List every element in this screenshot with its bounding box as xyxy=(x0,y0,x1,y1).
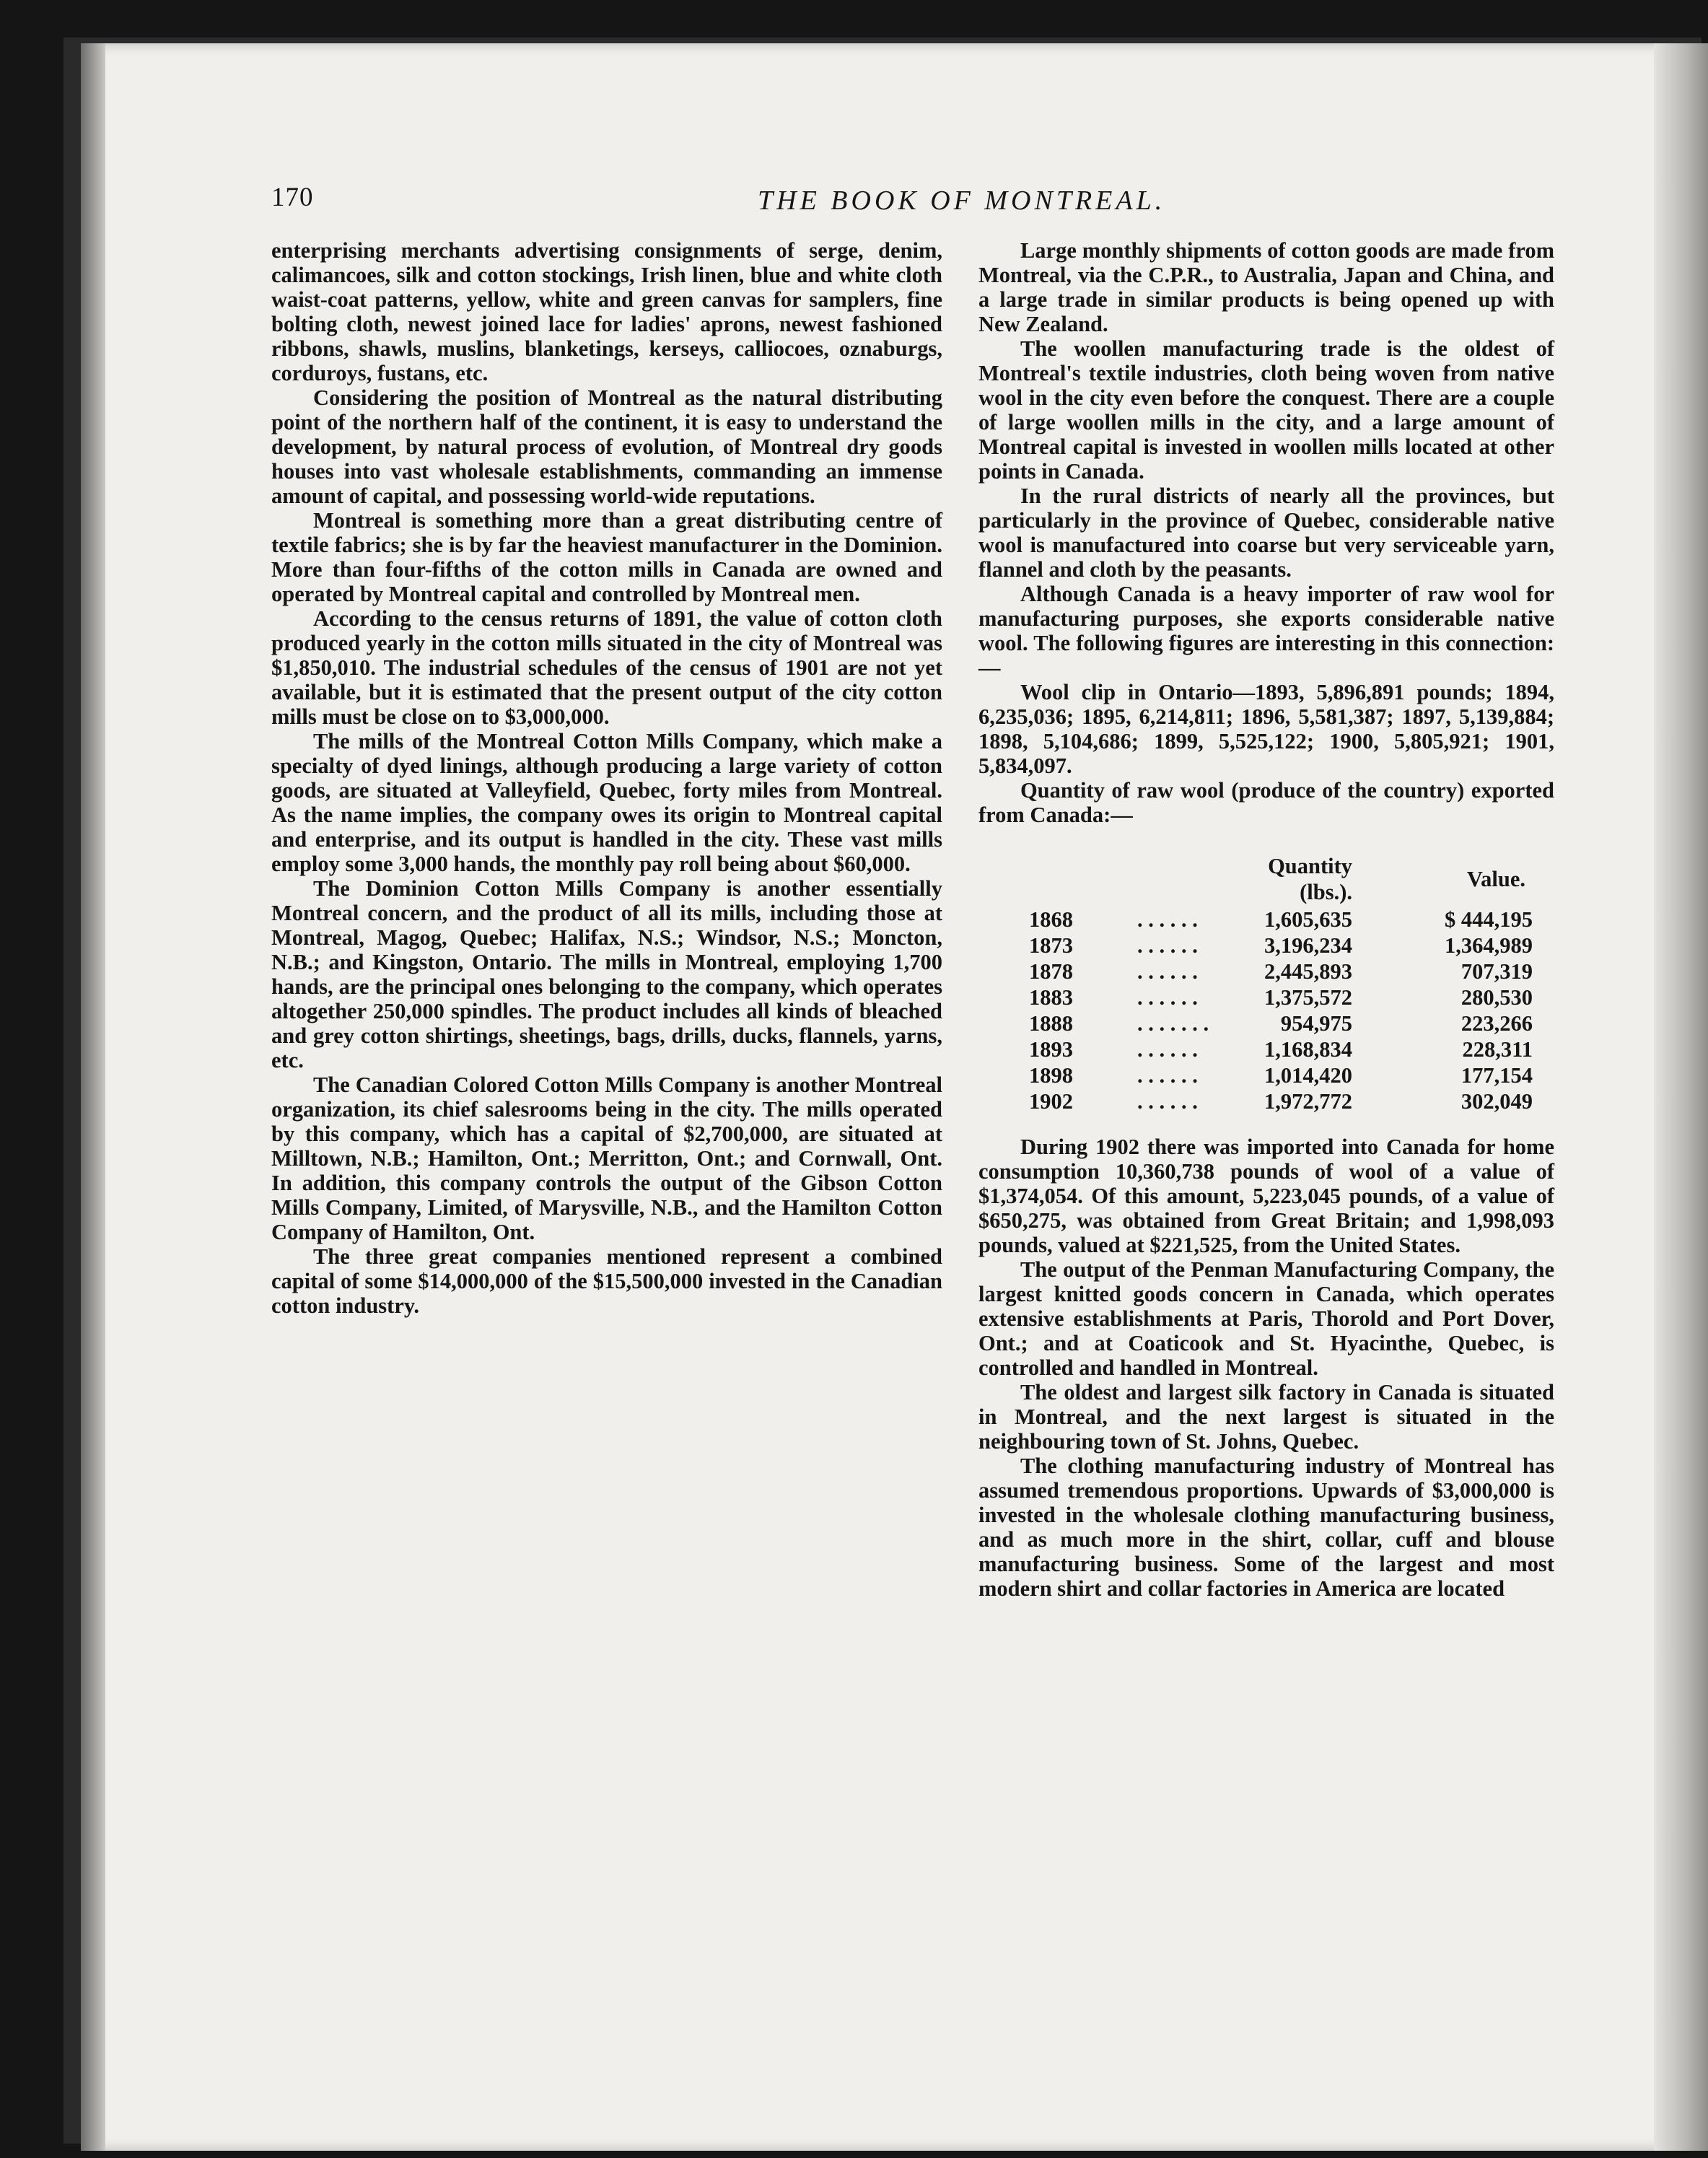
year-header xyxy=(978,853,1137,907)
dots-header xyxy=(1137,853,1222,907)
table-row xyxy=(978,907,1554,932)
paragraph: According to the census returns of 1891, the value of cotton cloth produced yearly in the cotton mills situated in the city of Montreal was $1,850,010. The industrial schedules of the census of 1901 are not yet available, but it is estimated that the present output of the city cotton mills must be close on to $3,000,000. xyxy=(271,606,942,729)
value-cell: 707,319 xyxy=(1460,959,1533,984)
value-cell: 228,311 xyxy=(1462,1037,1533,1062)
table-row xyxy=(978,1088,1554,1114)
value-cell: 1,364,989 xyxy=(1445,933,1533,958)
paragraph: Wool clip in Ontario—1893, 5,896,891 pounds; 1894, 6,235,036; 1895, 6,214,811; 1896, 5,581,387; 1897, 5,139,884; 1898, 5,104,686; 1899, 5,525,122; 1900, 5,805,921; 1901, 5,834,097. xyxy=(978,680,1554,778)
wool-export-table xyxy=(978,853,1554,1114)
year-cell: 1883 xyxy=(1029,985,1073,1010)
table-row xyxy=(978,1036,1554,1062)
value-cell: $ 444,195 xyxy=(1445,907,1533,932)
year-cell: 1878 xyxy=(1029,959,1073,984)
page-number: 170 xyxy=(271,183,314,212)
paragraph: enterprising merchants advertising consignments of serge, denim, calimancoes, silk and cotton stockings, Irish linen, blue and white cloth waist-coat patterns, yellow, white and green canvas for samplers, fine bolting cloth, newest joined lace for ladies' aprons, newest fashioned ribbons, shawls, muslins, blanketings, kerseys, calliocoes, oznaburgs, corduroys, fustans, etc. xyxy=(271,238,942,385)
page-binding-edge xyxy=(81,43,105,2151)
paragraph: During 1902 there was imported into Canada for home consumption 10,360,738 pounds of wool of a value of $1,374,054. Of this amount, 5,223,045 pounds, of a value of $650,275, was obtained from Great Britain; and 1,998,093 pounds, valued at $221,525, from the United States. xyxy=(978,1135,1554,1257)
table-header-row xyxy=(978,853,1554,907)
paragraph: The Canadian Colored Cotton Mills Company is another Montreal organization, its chief salesrooms being in the city. The mills operated by this company, which has a capital of $2,700,000, are situated at Milltown, N.B.; Hamilton, Ont.; Merritton, Ont.; and Cornwall, Ont. In addition, this company controls the output of the Gibson Cotton Mills Company, Limited, of Marysville, N.B., and the Hamilton Cotton Company of Hamilton, Ont. xyxy=(271,1073,942,1244)
year-cell: 1873 xyxy=(1029,933,1073,958)
quantity-cell: 1,014,420 xyxy=(1264,1063,1352,1088)
leader-dots: . . . . . . xyxy=(1137,985,1198,1010)
quantity-cell: 954,975 xyxy=(1280,1011,1352,1036)
quantity-cell: 3,196,234 xyxy=(1264,933,1352,958)
quantity-cell: 1,168,834 xyxy=(1264,1037,1352,1062)
quantity-cell: 1,375,572 xyxy=(1264,985,1352,1010)
table-row xyxy=(978,1010,1554,1036)
paragraph: The Dominion Cotton Mills Company is another essentially Montreal concern, and the product of all its mills, including those at Montreal, Magog, Quebec; Halifax, N.S.; Windsor, N.S.; Moncton, N.B.; and Kingston, Ontario. The mills in Montreal, employing 1,700 hands, are the principal ones belonging to the company, which operates altogether 250,000 spindles. The product includes all kinds of bleached and grey cotton shirtings, sheetings, bags, drills, ducks, flannels, yarns, etc. xyxy=(271,876,942,1073)
year-cell: 1893 xyxy=(1029,1037,1073,1062)
quantity-cell: 2,445,893 xyxy=(1264,959,1352,984)
paragraph: The clothing manufacturing industry of Montreal has assumed tremendous proportions. Upwards of $3,000,000 is invested in the wholesale clothing manufacturing business, and as much more in the shirt, collar, cuff and blouse manufacturing business. Some of the largest and most modern shirt and collar factories in America are located xyxy=(978,1454,1554,1601)
leader-dots: . . . . . . xyxy=(1137,1063,1198,1088)
year-cell: 1868 xyxy=(1029,907,1073,932)
value-cell: 280,530 xyxy=(1460,985,1533,1010)
value-cell: 177,154 xyxy=(1460,1063,1533,1088)
left-column xyxy=(271,238,942,1318)
paragraph: The mills of the Montreal Cotton Mills Company, which make a specialty of dyed linings, although producing a large variety of cotton goods, are situated at Valleyfield, Quebec, forty miles from Montreal. As the name implies, the company owes its origin to Montreal capital and enterprise, and its output is handled in the city. These vast mills employ some 3,000 hands, the monthly pay roll being about $60,000. xyxy=(271,729,942,876)
value-cell: 223,266 xyxy=(1460,1011,1533,1036)
leader-dots: . . . . . . xyxy=(1137,933,1198,958)
paragraph: Montreal is something more than a great distributing centre of textile fabrics; she is by far the heaviest manufacturer in the Dominion. More than four-fifths of the cotton mills in Canada are owned and operated by Montreal capital and controlled by Montreal men. xyxy=(271,508,942,606)
paragraph: The three great companies mentioned represent a combined capital of some $14,000,000 of the $15,500,000 invested in the Canadian cotton industry. xyxy=(271,1244,942,1318)
year-cell: 1902 xyxy=(1029,1089,1073,1114)
table-row xyxy=(978,1062,1554,1088)
paragraph: Quantity of raw wool (produce of the country) exported from Canada:— xyxy=(978,778,1554,827)
value-header: Value. xyxy=(1466,867,1525,891)
right-column xyxy=(978,238,1554,1601)
leader-dots: . . . . . . . xyxy=(1137,1011,1209,1036)
paragraph: Although Canada is a heavy importer of raw wool for manufacturing purposes, she exports considerable native wool. The following figures are interesting in this connection:— xyxy=(978,582,1554,680)
paragraph: In the rural districts of nearly all the provinces, but particularly in the province of Quebec, considerable native wool is manufactured into coarse but very serviceable yarn, flannel and cloth by the peasants. xyxy=(978,484,1554,582)
year-cell: 1888 xyxy=(1029,1011,1073,1036)
paragraph: The oldest and largest silk factory in Canada is situated in Montreal, and the next largest is situated in the neighbouring town of St. Johns, Quebec. xyxy=(978,1380,1554,1454)
leader-dots: . . . . . . xyxy=(1137,959,1198,984)
table-row xyxy=(978,958,1554,984)
leader-dots: . . . . . . xyxy=(1137,907,1198,932)
quantity-cell: 1,972,772 xyxy=(1264,1089,1352,1114)
paragraph: The woollen manufacturing trade is the oldest of Montreal's textile industries, cloth being woven from native wool in the city even before the conquest. There are a couple of large woollen mills in the city, and a large amount of Montreal capital is invested in woollen mills located at other points in Canada. xyxy=(978,336,1554,484)
value-cell: 302,049 xyxy=(1460,1089,1533,1114)
paragraph: The output of the Penman Manufacturing Company, the largest knitted goods concern in Canada, which operates extensive establishments at Paris, Thorold and Port Dover, Ont.; and at Coaticook and St. Hyacinthe, Quebec, is controlled and handled in Montreal. xyxy=(978,1257,1554,1380)
running-head: THE BOOK OF MONTREAL. xyxy=(758,185,1166,216)
year-cell: 1898 xyxy=(1029,1063,1073,1088)
quantity-header: Quantity (lbs.). xyxy=(1268,854,1352,904)
table-row xyxy=(978,932,1554,958)
table-row xyxy=(978,984,1554,1010)
paragraph: Large monthly shipments of cotton goods are made from Montreal, via the C.P.R., to Australia, Japan and China, and a large trade in similar products is being opened up with New Zealand. xyxy=(978,238,1554,336)
leader-dots: . . . . . . xyxy=(1137,1089,1198,1114)
page-fold-edge xyxy=(1654,43,1708,2151)
leader-dots: . . . . . . xyxy=(1137,1037,1198,1062)
paragraph: Considering the position of Montreal as the natural distributing point of the northern half of the continent, it is easy to understand the development, by natural process of evolution, of Montreal dry goods houses into vast wholesale establishments, commanding an immense amount of capital, and possessing world-wide reputations. xyxy=(271,385,942,508)
quantity-cell: 1,605,635 xyxy=(1264,907,1352,932)
